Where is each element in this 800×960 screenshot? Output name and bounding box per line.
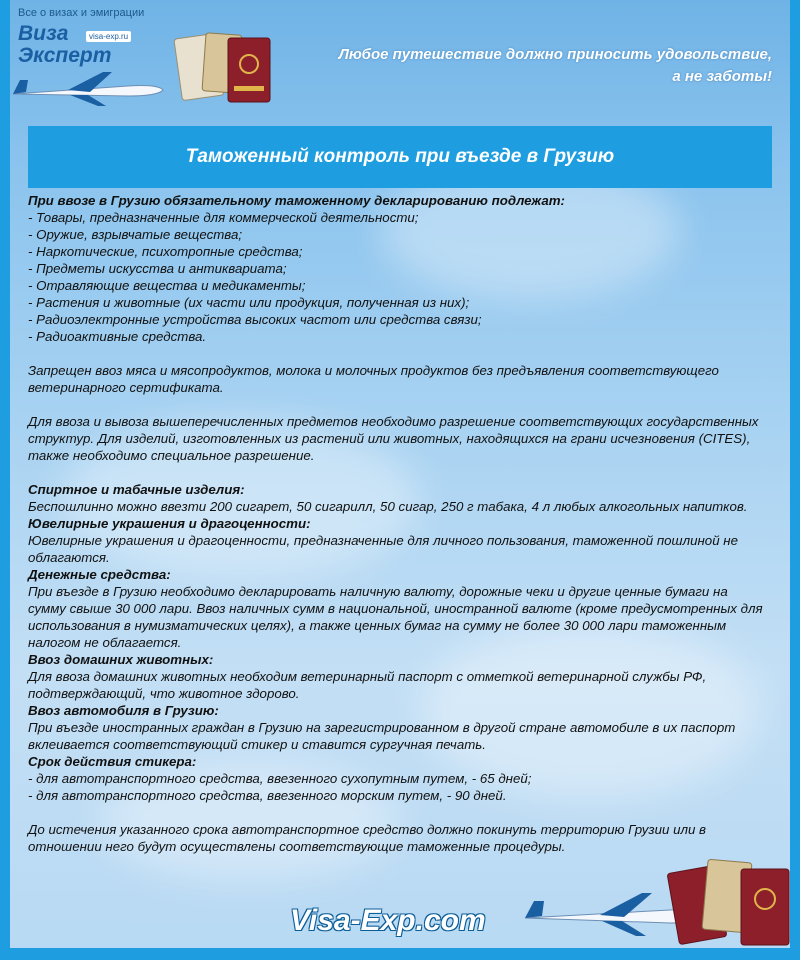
list-item: - Оружие, взрывчатые вещества; [28, 227, 243, 242]
list-item: - Растения и животные (их части или продукция, полученная из них); [28, 295, 470, 310]
site-header [0, 0, 800, 120]
slogan-line1: Любое путешествие должно приносить удовольствие, [338, 46, 772, 63]
sticker-heading: Срок действия стикера: [28, 754, 197, 769]
list-item: - Товары, предназначенные для коммерческой деятельности; [28, 210, 419, 225]
page-title: Таможенный контроль при въезде в Грузию [185, 146, 615, 167]
jewelry-heading: Ювелирные украшения и драгоценности: [28, 516, 311, 531]
page-title-bar [28, 126, 772, 188]
list-item: - Радиоэлектронные устройства высоких частот или средства связи; [28, 312, 482, 327]
list-item: - Отравляющие вещества и медикаменты; [28, 278, 306, 293]
footer-logo[interactable]: Visa-Exp.com [290, 904, 486, 937]
site-slogan [312, 44, 772, 88]
meat-ban-paragraph: Запрещен ввоз мяса и мясопродуктов, молока и молочных продуктов без предъявления соответствующего ветеринарного сертификата. [28, 363, 719, 395]
list-item: - Наркотические, психотропные средства; [28, 244, 303, 259]
pets-heading: Ввоз домашних животных: [28, 652, 214, 667]
site-tagline: Все о визах и эмиграции [18, 7, 145, 19]
jewelry-paragraph: Ювелирные украшения и драгоценности, предназначенные для личного пользования, таможенной пошлиной не облагаются. [28, 533, 738, 565]
alcohol-paragraph: Беспошлинно можно ввезти 200 сигарет, 50 сигарилл, 50 сигар, 250 г табака, 4 л любых алкогольных напитков. [28, 499, 748, 514]
money-paragraph: При въезде в Грузию необходимо декларировать наличную валюту, дорожные чеки и другие ценные бумаги на сумму свыше 30 000 лари. Ввоз наличных сумм в национальной, иностранной валюте (кроме предусмотренных для использования в нумизматических целях), а также ценных бумаг на сумму не более 30 000 лари таможенным налогом не облагается. [28, 584, 763, 650]
list-item: - для автотранспортного средства, ввезенного сухопутным путем, - 65 дней; [28, 771, 532, 786]
car-paragraph: При въезде иностранных граждан в Грузию на зарегистрированном в другой стране автомобиле в их паспорт вклеивается соответствующий стикер и ставится сургучная печать. [28, 720, 736, 752]
list-item: - для автотранспортного средства, ввезенного морским путем, - 90 дней. [28, 788, 507, 803]
car-heading: Ввоз автомобиля в Грузию: [28, 703, 219, 718]
declare-heading: При ввозе в Грузию обязательному таможенному декларированию подлежат: [28, 193, 565, 208]
logo-site-label: visa-exp.ru [86, 31, 131, 42]
list-item: - Радиоактивные средства. [28, 329, 207, 344]
final-paragraph: До истечения указанного срока автотранспортное средство должно покинуть территорию Грузии или в отношении него будут осуществлены соответствующие таможенные процедуры. [28, 822, 706, 854]
permit-paragraph: Для ввоза и вывоза вышеперечисленных предметов необходимо разрешение соответствующих государственных структур. Для изделий, изготовленных из растений или животных, находящихся на грани исчезновения (CITES), также необходимо специальное разрешение. [28, 414, 759, 463]
pets-paragraph: Для ввоза домашних животных необходим ветеринарный паспорт с отметкой ветеринарной службы РФ, подтверждающий, что животное здорово. [28, 669, 707, 701]
slogan-line2: а не заботы! [672, 68, 772, 85]
list-item: - Предметы искусства и антиквариата; [28, 261, 287, 276]
logo-text-line1: Виза [18, 22, 69, 45]
passports-image [665, 855, 795, 950]
article-body [28, 192, 768, 855]
logo-text-line2: Эксперт [18, 44, 112, 67]
airplane-icon [8, 68, 168, 108]
passports-image [168, 28, 278, 108]
alcohol-heading: Спиртное и табачные изделия: [28, 482, 245, 497]
money-heading: Денежные средства: [28, 567, 171, 582]
